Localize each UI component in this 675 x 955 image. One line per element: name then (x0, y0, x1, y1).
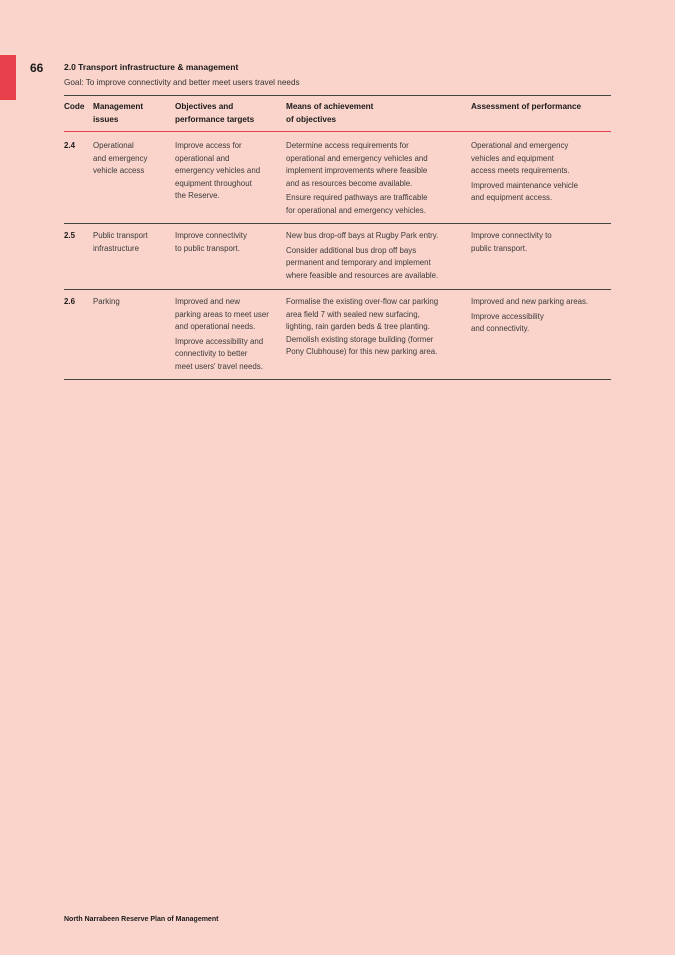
cell-paragraph: Ensure required pathways are trafficable for operational and emergency vehicles. (286, 193, 428, 215)
cell-paragraph: Improved maintenance vehicle and equipment access. (471, 180, 579, 202)
section-title: 2.0 Transport infrastructure & management (64, 62, 239, 72)
cell-paragraph: Operational and emergency vehicle access (93, 141, 148, 175)
cell-paragraph: Parking (93, 297, 120, 306)
header-objectives: Objectives and performance targets (175, 102, 255, 124)
row-code: 2.4 (64, 141, 75, 150)
assessment-cell (471, 230, 611, 255)
cell-paragraph: Improve access for operational and emergency vehicles and equipment throughout the Reserve. (175, 141, 261, 200)
table-top-rule (64, 95, 611, 96)
document-footer: North Narrabeen Reserve Plan of Management (64, 916, 219, 923)
cell-paragraph: New bus drop-off bays at Rugby Park entry. (286, 231, 439, 240)
header-assessment: Assessment of performance (471, 102, 582, 111)
objectives-cell (175, 230, 283, 255)
cell-paragraph: Operational and emergency vehicles and equipment access meets requirements. (471, 141, 570, 175)
issue-cell (93, 296, 171, 309)
cell-paragraph: Determine access requirements for operational and emergency vehicles and implement improvements where feasible and as resources become available. (286, 141, 428, 188)
means-cell (286, 296, 466, 359)
header-code: Code (64, 102, 85, 111)
page-number: 66 (30, 61, 44, 75)
cell-paragraph: Formalise the existing over-flow car parking area field 7 with sealed new surfacing, lighting, rain garden beds & tree planting. Demolish existing storage building (former Pony Clubhouse) for this new parking area. (286, 297, 439, 356)
header-rule (64, 131, 611, 132)
goal-statement: Goal: To improve connectivity and better meet users travel needs (64, 78, 300, 87)
cell-paragraph: Improve connectivity to public transport. (175, 231, 247, 253)
header-management-issues: Management issues (93, 102, 144, 124)
row-code: 2.5 (64, 231, 75, 240)
cell-paragraph: Improved and new parking areas to meet user and operational needs. (175, 297, 269, 331)
assessment-cell (471, 296, 611, 336)
cell-paragraph: Public transport infrastructure (93, 231, 148, 253)
cell-paragraph: Improve accessibility and connectivity to better meet users' travel needs. (175, 336, 264, 371)
issue-cell (93, 140, 171, 178)
issue-cell (93, 230, 171, 255)
means-cell (286, 230, 466, 282)
row-divider (64, 223, 611, 224)
row-divider (64, 379, 611, 380)
cell-paragraph: Improve accessibility and connectivity. (471, 311, 544, 333)
cell-paragraph: Consider additional bus drop off bays permanent and temporary and implement where feasible and resources are available. (286, 245, 439, 280)
row-divider (64, 289, 611, 290)
objectives-cell (175, 296, 283, 373)
cell-paragraph: Improve connectivity to public transport. (471, 231, 552, 253)
objectives-cell (175, 140, 283, 203)
means-cell (286, 140, 466, 217)
cell-paragraph: Improved and new parking areas. (471, 297, 589, 306)
assessment-cell (471, 140, 611, 205)
header-means: Means of achievement of objectives (286, 102, 374, 124)
row-code: 2.6 (64, 297, 75, 306)
page-edge-tab (0, 55, 16, 100)
